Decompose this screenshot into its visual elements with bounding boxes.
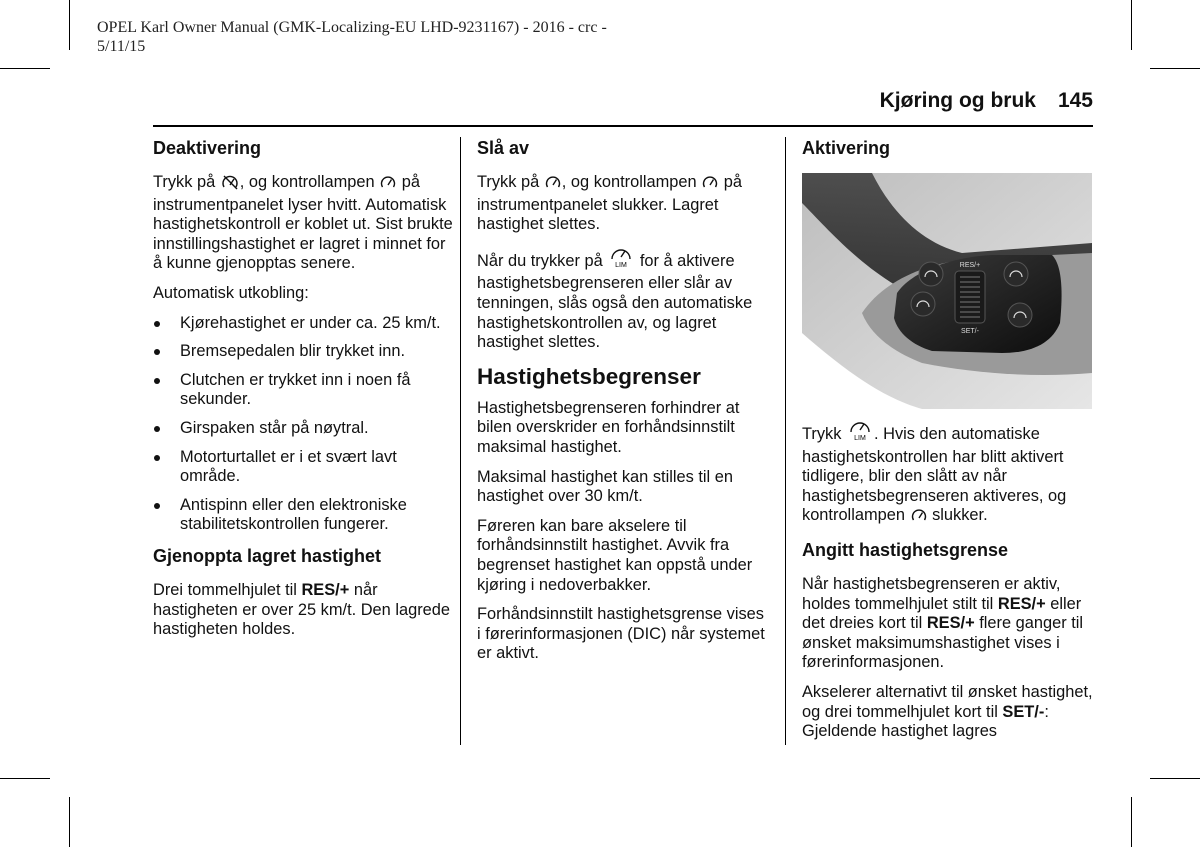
section-title: Kjøring og bruk bbox=[879, 89, 1036, 112]
header-rule bbox=[153, 125, 1093, 127]
crop-mark bbox=[69, 0, 70, 50]
cruise-control-button-icon bbox=[545, 174, 561, 196]
paragraph: Trykk på , og kontrollampen på instrumentpanelet lyser hvitt. Automatisk hastighetskontroll er koblet ut. Sist brukte innstillingshastighet er lagret i minnet for å kunne gjenopptas senere. bbox=[153, 173, 453, 273]
paragraph: Forhåndsinnstilt hastighetsgrense vises i førerinformasjonen (DIC) når systemet er aktivt. bbox=[477, 605, 765, 663]
column-3 bbox=[802, 137, 1094, 752]
paragraph: Føreren kan bare akselere til forhåndsinnstilt hastighet. Avvik fra begrenset hastighet kan oppstå under kjøring i nedoverbakker. bbox=[477, 516, 753, 594]
paragraph: Akselerer alternativt til ønsket hastighet, og drei tommelhjulet kort til SET/-: Gjeldende hastighet lagres bbox=[802, 682, 1093, 741]
steering-wheel-controls-image bbox=[802, 173, 1092, 409]
paragraph: Automatisk utkobling: bbox=[153, 283, 309, 302]
image-label-res: RES/+ bbox=[959, 262, 981, 269]
column-2 bbox=[477, 137, 772, 674]
heading-deaktivering: Deaktivering bbox=[153, 138, 262, 158]
list-item: Bremsepedalen blir trykket inn. bbox=[153, 342, 453, 362]
column-1 bbox=[153, 137, 453, 650]
column-divider bbox=[785, 137, 786, 745]
cruise-control-off-icon bbox=[221, 174, 239, 196]
paragraph: Trykk på , og kontrollampen på instrumentpanelet slukker. Lagret hastighet slettes. bbox=[477, 173, 742, 234]
heading-hastighetsbegrenser: Hastighetsbegrenser bbox=[477, 363, 701, 389]
list-item: Kjørehastighet er under ca. 25 km/t. bbox=[153, 314, 453, 334]
cruise-control-indicator-icon bbox=[380, 174, 396, 196]
list-item: Motorturtallet er i et svært lavt område. bbox=[153, 448, 453, 487]
paragraph: Trykk LIM . Hvis den automatiske hastighetskontrollen har blitt aktivert tidligere, blir den slått av når hastighetsbegrenseren aktiveres, og kontrollampen slukker. bbox=[802, 418, 1094, 529]
crop-mark bbox=[1131, 0, 1132, 50]
cruise-control-indicator-icon bbox=[911, 507, 927, 529]
manual-meta-header: OPEL Karl Owner Manual (GMK-Localizing-EU LHD-9231167) - 2016 - crc - 5/11/15 bbox=[97, 19, 607, 55]
cruise-control-indicator-icon bbox=[702, 174, 718, 196]
column-divider bbox=[460, 137, 461, 745]
page-number: 145 bbox=[1057, 89, 1093, 112]
paragraph: Hastighetsbegrenseren forhindrer at bilen overskrider en forhåndsinnstilt maksimal hastighet. bbox=[477, 398, 740, 456]
bullet-list bbox=[153, 314, 453, 535]
crop-mark bbox=[1131, 797, 1132, 847]
list-item: Antispinn eller den elektroniske stabilitetskontrollen fungerer. bbox=[153, 496, 453, 535]
crop-mark bbox=[69, 797, 70, 847]
crop-mark bbox=[0, 68, 50, 69]
speed-limiter-icon bbox=[608, 245, 634, 275]
heading-gjenoppta: Gjenoppta lagret hastighet bbox=[153, 545, 382, 566]
svg-text:LIM: LIM bbox=[854, 435, 866, 442]
list-item: Clutchen er trykket inn i noen få sekunder. bbox=[153, 371, 453, 410]
paragraph: Drei tommelhjulet til RES/+ når hastigheten er over 25 km/t. Den lagrede hastigheten holdes. bbox=[153, 580, 451, 639]
speed-limiter-icon bbox=[847, 418, 873, 448]
crop-mark bbox=[1150, 778, 1200, 779]
heading-angitt-hastighetsgrense: Angitt hastighetsgrense bbox=[802, 539, 1009, 560]
list-item: Girspaken står på nøytral. bbox=[153, 419, 453, 439]
paragraph: Når hastighetsbegrenseren er aktiv, holdes tommelhjulet stilt til RES/+ eller det dreies kort til RES/+ flere ganger til ønsket maksimumshastighet vises i førerinformasjonen. bbox=[802, 574, 1084, 672]
image-label-set: SET/- bbox=[961, 328, 979, 335]
svg-text:LIM: LIM bbox=[615, 261, 628, 269]
heading-sla-av: Slå av bbox=[477, 138, 530, 158]
paragraph: Når du trykker på LIM for å aktivere hastighetsbegrenseren eller slår av tenningen, slås også den automatiske hastighetskontrollen av, og lagret hastighet slettes. bbox=[477, 245, 772, 353]
paragraph: Maksimal hastighet kan stilles til en hastighet over 30 km/t. bbox=[477, 467, 733, 506]
crop-mark bbox=[0, 778, 50, 779]
running-header bbox=[880, 89, 1093, 113]
heading-aktivering: Aktivering bbox=[802, 138, 891, 158]
crop-mark bbox=[1150, 68, 1200, 69]
